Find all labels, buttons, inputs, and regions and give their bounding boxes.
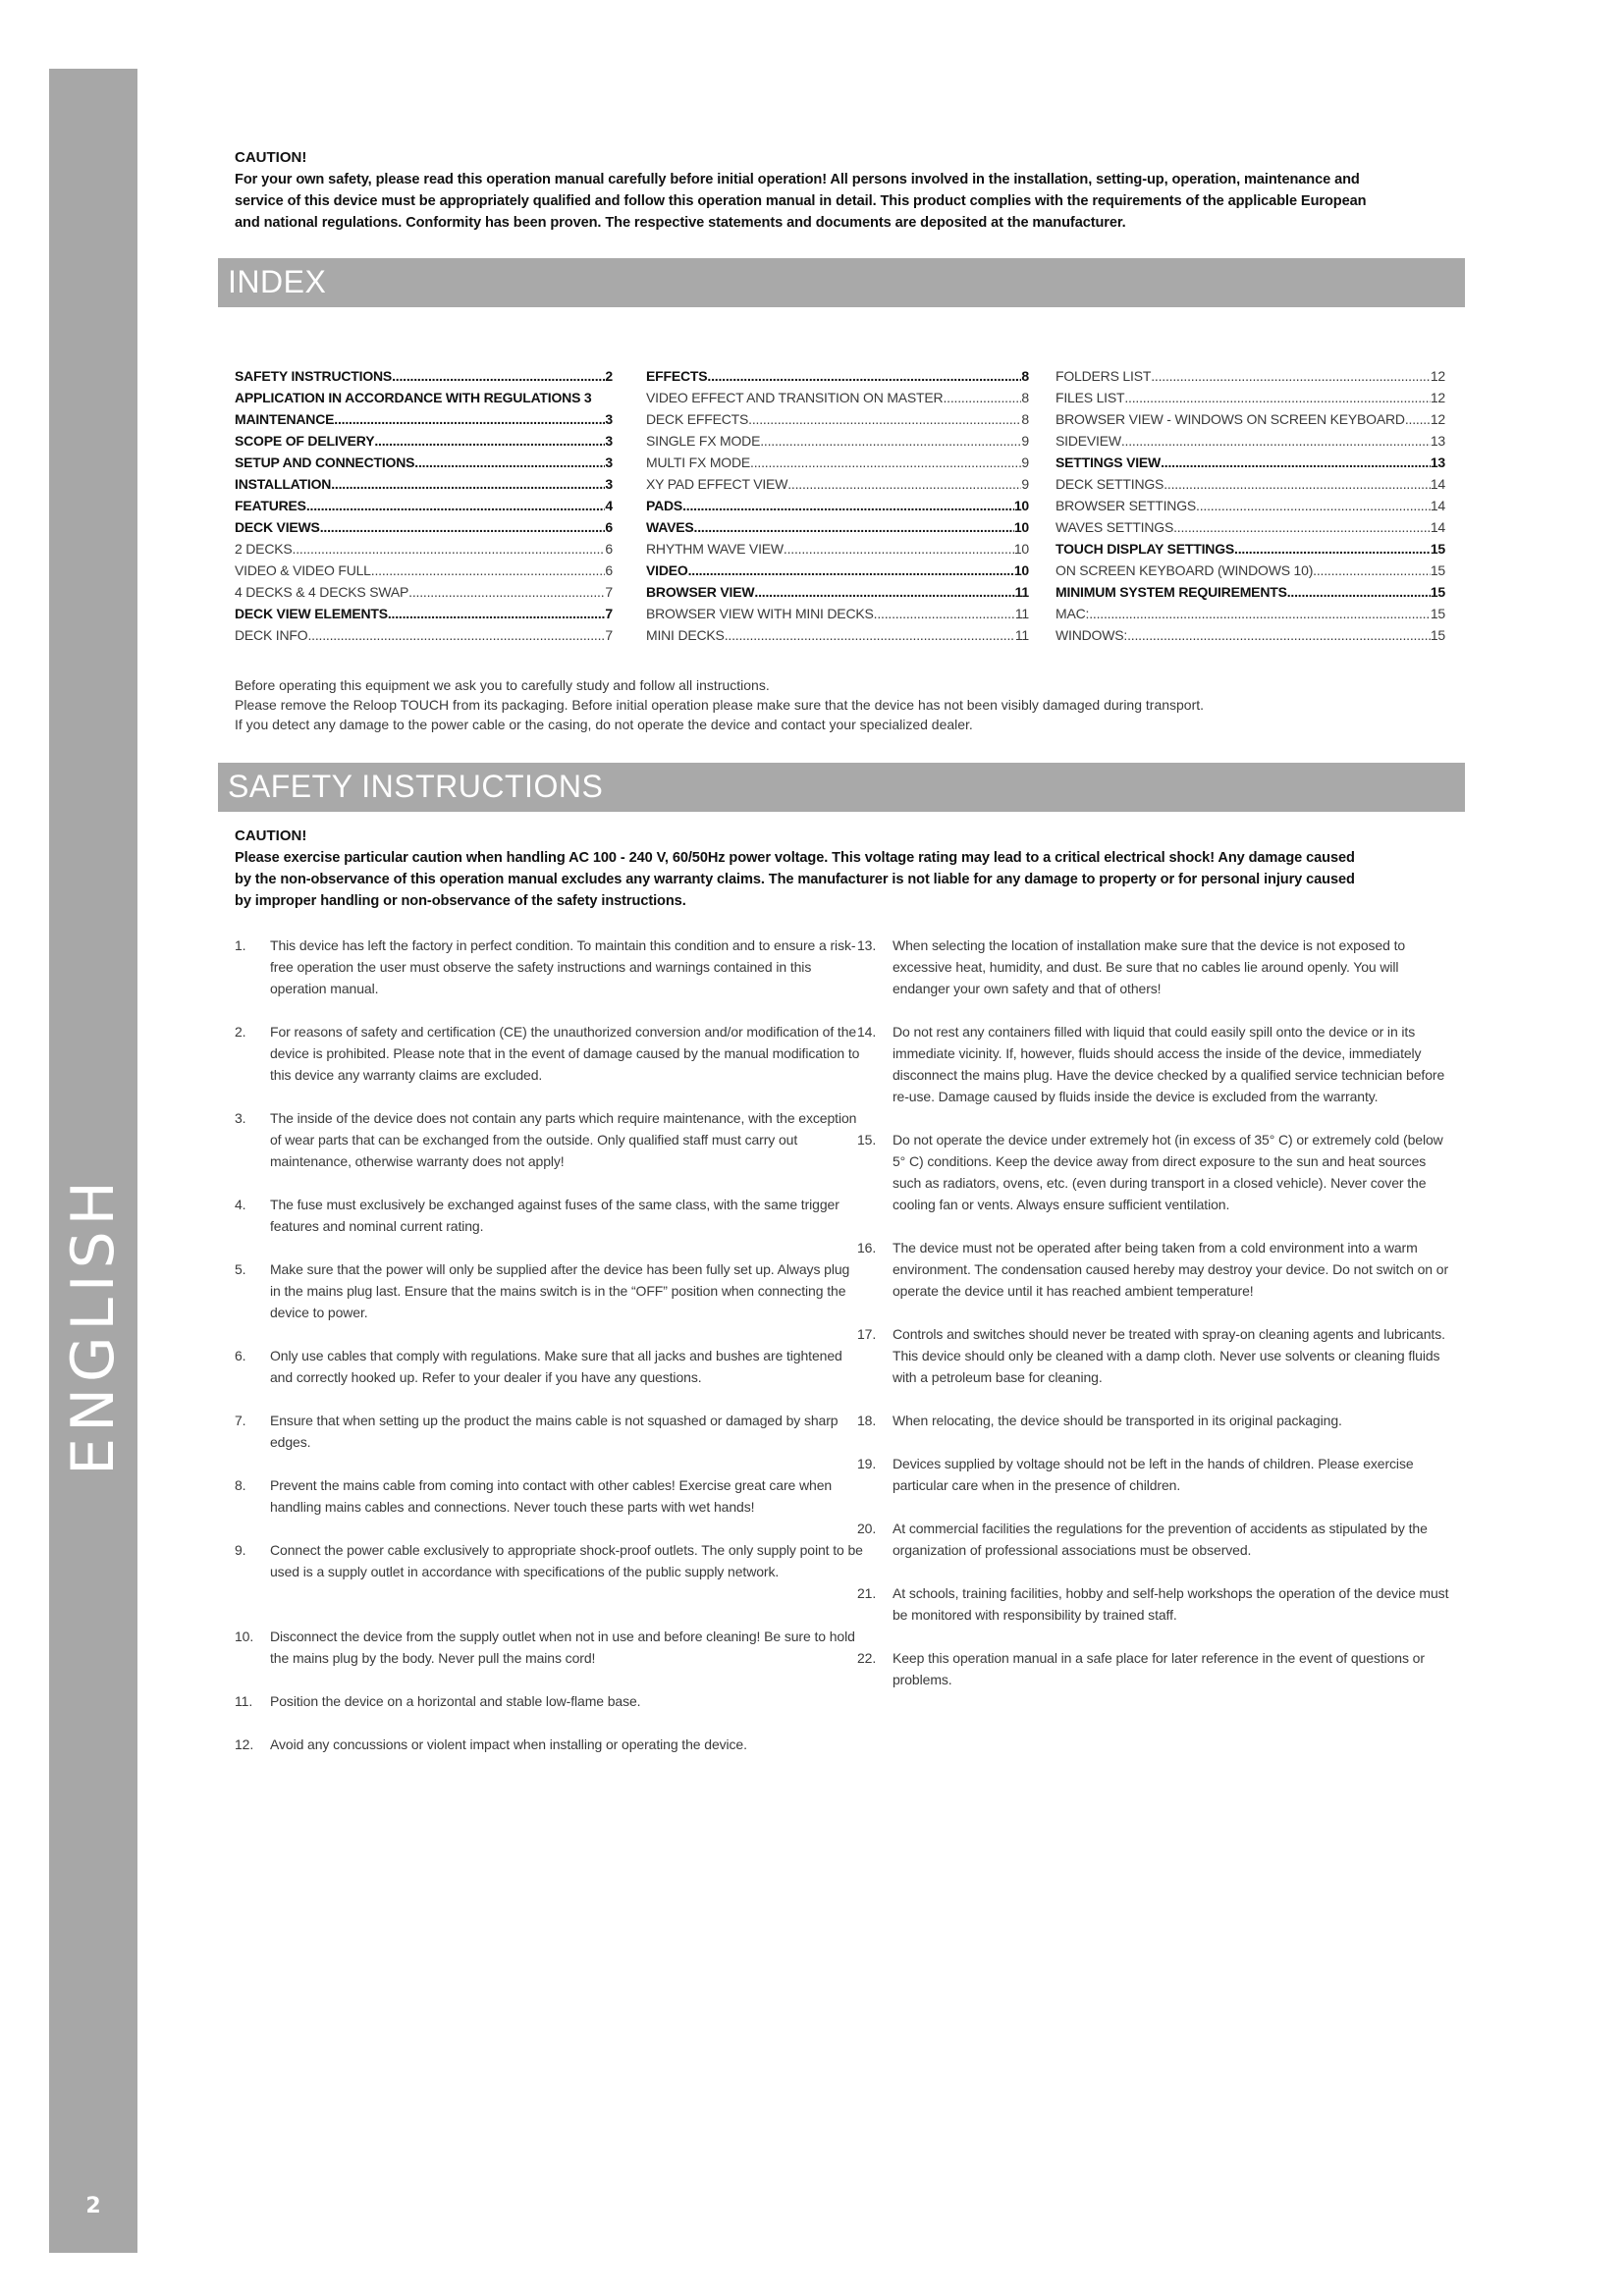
index-entry-page: 8 — [1021, 411, 1029, 427]
index-entry-title: WAVES — [646, 519, 694, 535]
index-entry-leader — [306, 495, 606, 516]
index-entry-leader — [392, 365, 605, 387]
index-entry-leader — [694, 516, 1014, 538]
index-entry — [646, 430, 1029, 452]
safety-rule — [857, 1647, 1456, 1690]
index-entry — [646, 452, 1029, 473]
index-entry-page: 15 — [1430, 584, 1445, 600]
index-entry-page: 10 — [1013, 519, 1029, 535]
safety-rule — [857, 1453, 1456, 1496]
index-entry-page: 6 — [605, 562, 613, 578]
rule-number: 6. — [235, 1348, 246, 1363]
safety-rule — [857, 1323, 1456, 1388]
rule-text: Ensure that when setting up the product the mains cable is not squashed or damaged by sharp edges. — [270, 1413, 839, 1450]
index-entry-leader — [725, 624, 1015, 646]
rule-number: 1. — [235, 937, 246, 953]
safety-rule — [235, 1107, 863, 1172]
caution-line: and national regulations. Conformity has been proven. The respective statements and documents are deposited at the manufacturer. — [235, 215, 1126, 231]
index-entry-page: 12 — [1430, 411, 1445, 427]
index-entry-leader — [1127, 624, 1431, 646]
rule-text: Prevent the mains cable from coming into contact with other cables! Exercise great care when handling mains cables and connections. Never touch these parts with wet hands! — [270, 1477, 833, 1515]
index-entry-page: 9 — [1021, 476, 1029, 492]
index-entry-page: 2 — [605, 368, 613, 384]
index-entry-leader — [1287, 581, 1431, 603]
index-entry — [235, 473, 613, 495]
index-entry-page: 3 — [605, 476, 613, 492]
rule-number: 21. — [857, 1585, 877, 1601]
rule-text: The device must not be operated after being taken from a cold environment into a warm environment. The condensation caused hereby may destroy your device. Do not switch on or operate the device until it has reached ambient temperature! — [893, 1240, 1449, 1299]
index-entry-leader — [1164, 473, 1431, 495]
index-entry-title: MULTI FX MODE — [646, 454, 751, 470]
rule-number: 22. — [857, 1650, 877, 1666]
safety-rule — [235, 934, 863, 999]
rule-number: 13. — [857, 937, 877, 953]
index-entry — [235, 430, 613, 452]
rule-number: 15. — [857, 1132, 877, 1148]
rule-text: Disconnect the device from the supply outlet when not in use and before cleaning! Be sure to hold the mains plug by the body. Never pull the mains cord! — [270, 1629, 855, 1666]
index-entry-leader — [748, 408, 1021, 430]
index-entry-page: 6 — [605, 519, 613, 535]
index-entry-title: SAFETY INSTRUCTIONS — [235, 368, 393, 384]
index-entry — [235, 624, 613, 646]
index-entry — [235, 387, 613, 408]
index-entry — [1056, 387, 1445, 408]
index-entry-title: FILES LIST — [1056, 390, 1125, 405]
index-entry-page: 3 — [605, 433, 613, 449]
rule-number: 9. — [235, 1542, 246, 1558]
index-entry — [646, 516, 1029, 538]
index-heading-bar — [218, 258, 1465, 307]
index-entry-leader — [943, 387, 1021, 408]
index-entry — [235, 516, 613, 538]
index-heading: INDEX — [228, 264, 327, 299]
index-entry-leader — [707, 365, 1021, 387]
rule-text: When relocating, the device should be transported in its original packaging. — [893, 1413, 1342, 1428]
index-column — [646, 365, 1029, 646]
index-entry-title: DECK SETTINGS — [1056, 476, 1164, 492]
index-entry-page: 9 — [1021, 433, 1029, 449]
index-entry-title: VIDEO EFFECT AND TRANSITION ON MASTER — [646, 390, 944, 405]
rule-text: Make sure that the power will only be supplied after the device has been fully set up. Always plug in the mains plug last. Ensure that the mains switch is in the “OFF” position when connecting the device to power. — [270, 1261, 850, 1320]
index-entry-title: XY PAD EFFECT VIEW — [646, 476, 788, 492]
index-entry-page: 10 — [1013, 562, 1029, 578]
index-entry-page: 11 — [1014, 606, 1029, 621]
index-entry — [1056, 560, 1445, 581]
index-entry — [646, 624, 1029, 646]
index-entry-title: INSTALLATION — [235, 476, 332, 492]
language-label: ENGLISH — [59, 1175, 128, 1475]
safety-rule — [857, 1582, 1456, 1626]
index-entry — [1056, 408, 1445, 430]
rule-text: When selecting the location of installation make sure that the device is not exposed to excessive heat, humidity, and dust. Be sure that no cables lie around openly. You will endanger your own safety and that of others! — [893, 937, 1406, 996]
index-entry-leader — [874, 603, 1015, 624]
index-entry-leader — [1089, 603, 1431, 624]
index-entry-page: 15 — [1430, 562, 1445, 578]
index-entry-page: 11 — [1014, 584, 1029, 600]
index-entry — [235, 581, 613, 603]
index-entry — [1056, 603, 1445, 624]
index-entry-title: PADS — [646, 498, 683, 513]
index-entry — [1056, 430, 1445, 452]
rule-text: Keep this operation manual in a safe place for later reference in the event of questions or problems. — [893, 1650, 1425, 1687]
index-entry-page: 12 — [1430, 390, 1445, 405]
rule-number: 10. — [235, 1629, 254, 1644]
rule-number: 19. — [857, 1456, 877, 1471]
index-entry — [1056, 452, 1445, 473]
rule-number: 8. — [235, 1477, 246, 1493]
safety-heading: SAFETY INSTRUCTIONS — [228, 769, 604, 804]
index-entry-leader — [750, 452, 1021, 473]
rule-number: 18. — [857, 1413, 877, 1428]
index-entry-leader — [331, 473, 605, 495]
index-entry — [235, 495, 613, 516]
index-entry — [1056, 581, 1445, 603]
index-entry-page: 10 — [1013, 498, 1029, 513]
index-entry — [646, 387, 1029, 408]
safety-rule — [857, 1410, 1456, 1431]
rule-text: Devices supplied by voltage should not be left in the hands of children. Please exercise particular care when in the presence of children. — [893, 1456, 1414, 1493]
index-entry-leader — [1161, 452, 1431, 473]
safety-rule — [857, 934, 1456, 999]
index-entry-leader — [754, 581, 1014, 603]
safety-rule — [235, 1345, 863, 1388]
index-entry — [646, 560, 1029, 581]
rule-number: 4. — [235, 1197, 246, 1212]
index-entry-page: 4 — [605, 498, 613, 513]
index-entry — [235, 408, 613, 430]
rule-text: The fuse must exclusively be exchanged against fuses of the same class, with the same trigger features and nominal current rating. — [270, 1197, 839, 1234]
index-entry — [646, 365, 1029, 387]
index-entry — [235, 538, 613, 560]
safety-caution-line: by improper handling or non-observance of the safety instructions. — [235, 893, 686, 909]
index-entry-title: BROWSER SETTINGS — [1056, 498, 1197, 513]
index-entry-page: 8 — [1021, 390, 1029, 405]
rule-number: 7. — [235, 1413, 246, 1428]
safety-caution-line: by the non-observance of this operation manual excludes any warranty claims. The manufacturer is not liable for any damage to property or for personal injury caused — [235, 872, 1355, 887]
rule-text: Controls and switches should never be treated with spray-on cleaning agents and lubricants. This device should only be cleaned with a damp cloth. Never use solvents or cleaning fluids with a petroleum base for cleaning. — [893, 1326, 1445, 1385]
index-entry — [1056, 365, 1445, 387]
caution-line: For your own safety, please read this operation manual carefully before initial operation! All persons involved in the installation, setting-up, operation, maintenance and — [235, 172, 1360, 187]
index-entry — [235, 603, 613, 624]
index-entry-page: 13 — [1430, 454, 1445, 470]
safety-rule — [235, 1734, 863, 1755]
index-entry-page: 15 — [1430, 541, 1445, 557]
index-entry — [1056, 516, 1445, 538]
safety-rule — [235, 1410, 863, 1453]
index-entry-leader — [1151, 365, 1431, 387]
index-entry-title: ON SCREEN KEYBOARD (WINDOWS 10) — [1056, 562, 1314, 578]
index-entry-title: MINIMUM SYSTEM REQUIREMENTS — [1056, 584, 1287, 600]
caution-title: CAUTION! — [235, 149, 307, 166]
safety-rule — [235, 1690, 863, 1712]
safety-rule — [235, 1258, 863, 1323]
index-entry-leader — [784, 538, 1014, 560]
index-entry-title: SETTINGS VIEW — [1056, 454, 1162, 470]
index-entry-page: 14 — [1430, 519, 1445, 535]
rule-text: This device has left the factory in perfect condition. To maintain this condition and to ensure a risk-free operation the user must observe the safety instructions and warnings contained in this operation manual. — [270, 937, 856, 996]
index-entry-title: SETUP AND CONNECTIONS — [235, 454, 415, 470]
index-entry-page: 10 — [1013, 541, 1029, 557]
index-entry-leader — [760, 430, 1021, 452]
safety-rule — [235, 1021, 863, 1086]
page-number: 2 — [85, 2194, 101, 2218]
intro-line: Please remove the Reloop TOUCH from its packaging. Before initial operation please make sure that the device has not been visibly damaged during transport. — [235, 697, 1205, 713]
index-entry — [235, 452, 613, 473]
index-entry — [646, 581, 1029, 603]
index-entry-title: BROWSER VIEW - WINDOWS ON SCREEN KEYBOARD — [1056, 411, 1405, 427]
index-entry-title: WINDOWS: — [1056, 627, 1128, 643]
index-entry-leader — [388, 603, 606, 624]
rule-text: Do not operate the device under extremely hot (in excess of 35° C) or extremely cold (below 5° C) conditions. Keep the device away from direct exposure to the sun and heat sources such as radiators, ovens, etc. (even during transport in a closed vehicle). Never cover the cooling fan or vents. Always ensure sufficient ventilation. — [893, 1132, 1443, 1212]
index-entry-leader — [307, 624, 605, 646]
caution-text — [235, 169, 1452, 234]
safety-rule — [235, 1539, 863, 1582]
index-entry-title: DECK VIEW ELEMENTS — [235, 606, 388, 621]
index-entry-title: DECK EFFECTS — [646, 411, 749, 427]
index-entry-page: 3 — [605, 411, 613, 427]
index-entry-page: 15 — [1430, 606, 1445, 621]
index-entry-leader — [1313, 560, 1431, 581]
index-entry-title: SIDEVIEW — [1056, 433, 1121, 449]
index-entry-leader — [371, 560, 606, 581]
index-entry-leader — [1124, 387, 1430, 408]
index-entry-leader — [688, 560, 1014, 581]
rule-number: 12. — [235, 1736, 254, 1752]
index-entry — [1056, 624, 1445, 646]
safety-rule — [235, 1474, 863, 1518]
safety-caution-text — [235, 847, 1462, 912]
index-entry-page: 11 — [1014, 627, 1029, 643]
index-entry — [646, 495, 1029, 516]
index-entry-title: VIDEO & VIDEO FULL — [235, 562, 371, 578]
index-entry-title: 4 DECKS & 4 DECKS SWAP — [235, 584, 409, 600]
index-entry-page: 6 — [605, 541, 613, 557]
index-entry-title: 2 DECKS — [235, 541, 293, 557]
index-entry-title: FEATURES — [235, 498, 306, 513]
index-entry-page: 12 — [1430, 368, 1445, 384]
rule-text: For reasons of safety and certification (CE) the unauthorized conversion and/or modification of the device is prohibited. Please note that in the event of damage caused by the manual modification to this device any warranty claims are excluded. — [270, 1024, 860, 1083]
index-entry-page: 7 — [605, 584, 613, 600]
safety-heading-bar — [218, 763, 1465, 812]
index-entry-page: 8 — [1021, 368, 1029, 384]
index-entry-leader — [293, 538, 606, 560]
rule-text: At commercial facilities the regulations for the prevention of accidents as stipulated by the organization of professional associations must be observed. — [893, 1521, 1428, 1558]
index-entry — [235, 560, 613, 581]
index-entry-title: FOLDERS LIST — [1056, 368, 1152, 384]
rule-number: 20. — [857, 1521, 877, 1536]
index-entry-leader — [408, 581, 605, 603]
index-entry-title: EFFECTS — [646, 368, 708, 384]
index-entry — [235, 365, 613, 387]
index-entry-title: MINI DECKS — [646, 627, 725, 643]
rule-number: 5. — [235, 1261, 246, 1277]
language-sidebar — [49, 69, 137, 2253]
index-entry-title: WAVES SETTINGS — [1056, 519, 1174, 535]
index-entry-leader — [414, 452, 605, 473]
index-entry — [1056, 495, 1445, 516]
safety-rule — [235, 1194, 863, 1237]
safety-rule — [857, 1129, 1456, 1215]
index-entry-leader — [320, 516, 606, 538]
index-entry-page: 7 — [605, 627, 613, 643]
safety-caution-title: CAUTION! — [235, 828, 307, 844]
index-entry-title: SINGLE FX MODE — [646, 433, 761, 449]
index-entry-leader — [1234, 538, 1431, 560]
index-entry-title: BROWSER VIEW — [646, 584, 755, 600]
rule-text: At schools, training facilities, hobby and self-help workshops the operation of the device must be monitored with responsibility by trained staff. — [893, 1585, 1449, 1623]
rule-text: Do not rest any containers filled with liquid that could easily spill onto the device or in its immediate vicinity. If, however, fluids should access the inside of the device, immediately disconnect the mains plug. Have the device checked by a qualified service technician before re-use. Damage caused by fluids inside the device is excluded from the warranty. — [893, 1024, 1445, 1104]
index-entry — [646, 603, 1029, 624]
rule-number: 14. — [857, 1024, 877, 1040]
index-entry-page: 3 — [605, 454, 613, 470]
safety-caution-line: Please exercise particular caution when handling AC 100 - 240 V, 60/50Hz power voltage. This voltage rating may lead to a critical electrical shock! Any damage caused — [235, 850, 1355, 866]
index-entry-title: APPLICATION IN ACCORDANCE WITH REGULATIONS 3 — [235, 390, 592, 405]
intro-line: If you detect any damage to the power cable or the casing, do not operate the device and contact your specialized dealer. — [235, 717, 973, 732]
index-entry-title: SCOPE OF DELIVERY — [235, 433, 375, 449]
index-entry-leader — [1173, 516, 1431, 538]
safety-rule — [857, 1237, 1456, 1302]
rule-number: 3. — [235, 1110, 246, 1126]
index-entry-title: DECK VIEWS — [235, 519, 320, 535]
index-entry — [646, 538, 1029, 560]
index-entry-title: VIDEO — [646, 562, 688, 578]
index-entry-leader — [1405, 408, 1431, 430]
index-entry-title: MAINTENANCE — [235, 411, 335, 427]
index-entry-page: 14 — [1430, 498, 1445, 513]
index-entry-title: BROWSER VIEW WITH MINI DECKS — [646, 606, 874, 621]
index-entry-page: 14 — [1430, 476, 1445, 492]
index-entry-leader — [787, 473, 1021, 495]
index-column — [235, 365, 613, 646]
rule-number: 17. — [857, 1326, 877, 1342]
safety-rule — [857, 1518, 1456, 1561]
index-entry-leader — [682, 495, 1014, 516]
rule-number: 16. — [857, 1240, 877, 1255]
index-entry-title: TOUCH DISPLAY SETTINGS — [1056, 541, 1235, 557]
rule-text: Avoid any concussions or violent impact when installing or operating the device. — [270, 1736, 747, 1752]
index-entry-page: 13 — [1430, 433, 1445, 449]
rule-text: The inside of the device does not contain any parts which require maintenance, with the exception of wear parts that can be exchanged from the outside. Only qualified staff must carry out maintenance, otherwise warranty does not apply! — [270, 1110, 857, 1169]
index-column — [1056, 365, 1445, 646]
index-entry-page: 7 — [605, 606, 613, 621]
index-entry-title: MAC: — [1056, 606, 1090, 621]
index-entry — [646, 473, 1029, 495]
index-entry-leader — [374, 430, 605, 452]
safety-rule — [857, 1021, 1456, 1107]
index-entry — [1056, 473, 1445, 495]
rule-text: Connect the power cable exclusively to appropriate shock-proof outlets. The only supply point to be used is a supply outlet in accordance with specifications of the public supply network. — [270, 1542, 863, 1579]
rule-number: 11. — [235, 1693, 253, 1709]
index-entry-page: 9 — [1021, 454, 1029, 470]
intro-text — [235, 675, 1462, 734]
index-entry-leader — [1121, 430, 1431, 452]
intro-line: Before operating this equipment we ask you to carefully study and follow all instructions. — [235, 677, 770, 693]
index-entry-title: RHYTHM WAVE VIEW — [646, 541, 784, 557]
rule-text: Only use cables that comply with regulations. Make sure that all jacks and bushes are tightened and correctly hooked up. Refer to your dealer if you have any questions. — [270, 1348, 842, 1385]
rule-text: Position the device on a horizontal and stable low-flame base. — [270, 1693, 641, 1709]
index-entry-page: 15 — [1430, 627, 1445, 643]
index-entry — [1056, 538, 1445, 560]
index-entry — [646, 408, 1029, 430]
index-entry-leader — [1196, 495, 1431, 516]
index-entry-leader — [334, 408, 605, 430]
safety-rule — [235, 1626, 863, 1669]
rule-number: 2. — [235, 1024, 246, 1040]
caution-line: service of this device must be appropriately qualified and follow this operation manual in detail. This product complies with the requirements of the applicable European — [235, 193, 1367, 209]
index-entry-title: DECK INFO — [235, 627, 308, 643]
